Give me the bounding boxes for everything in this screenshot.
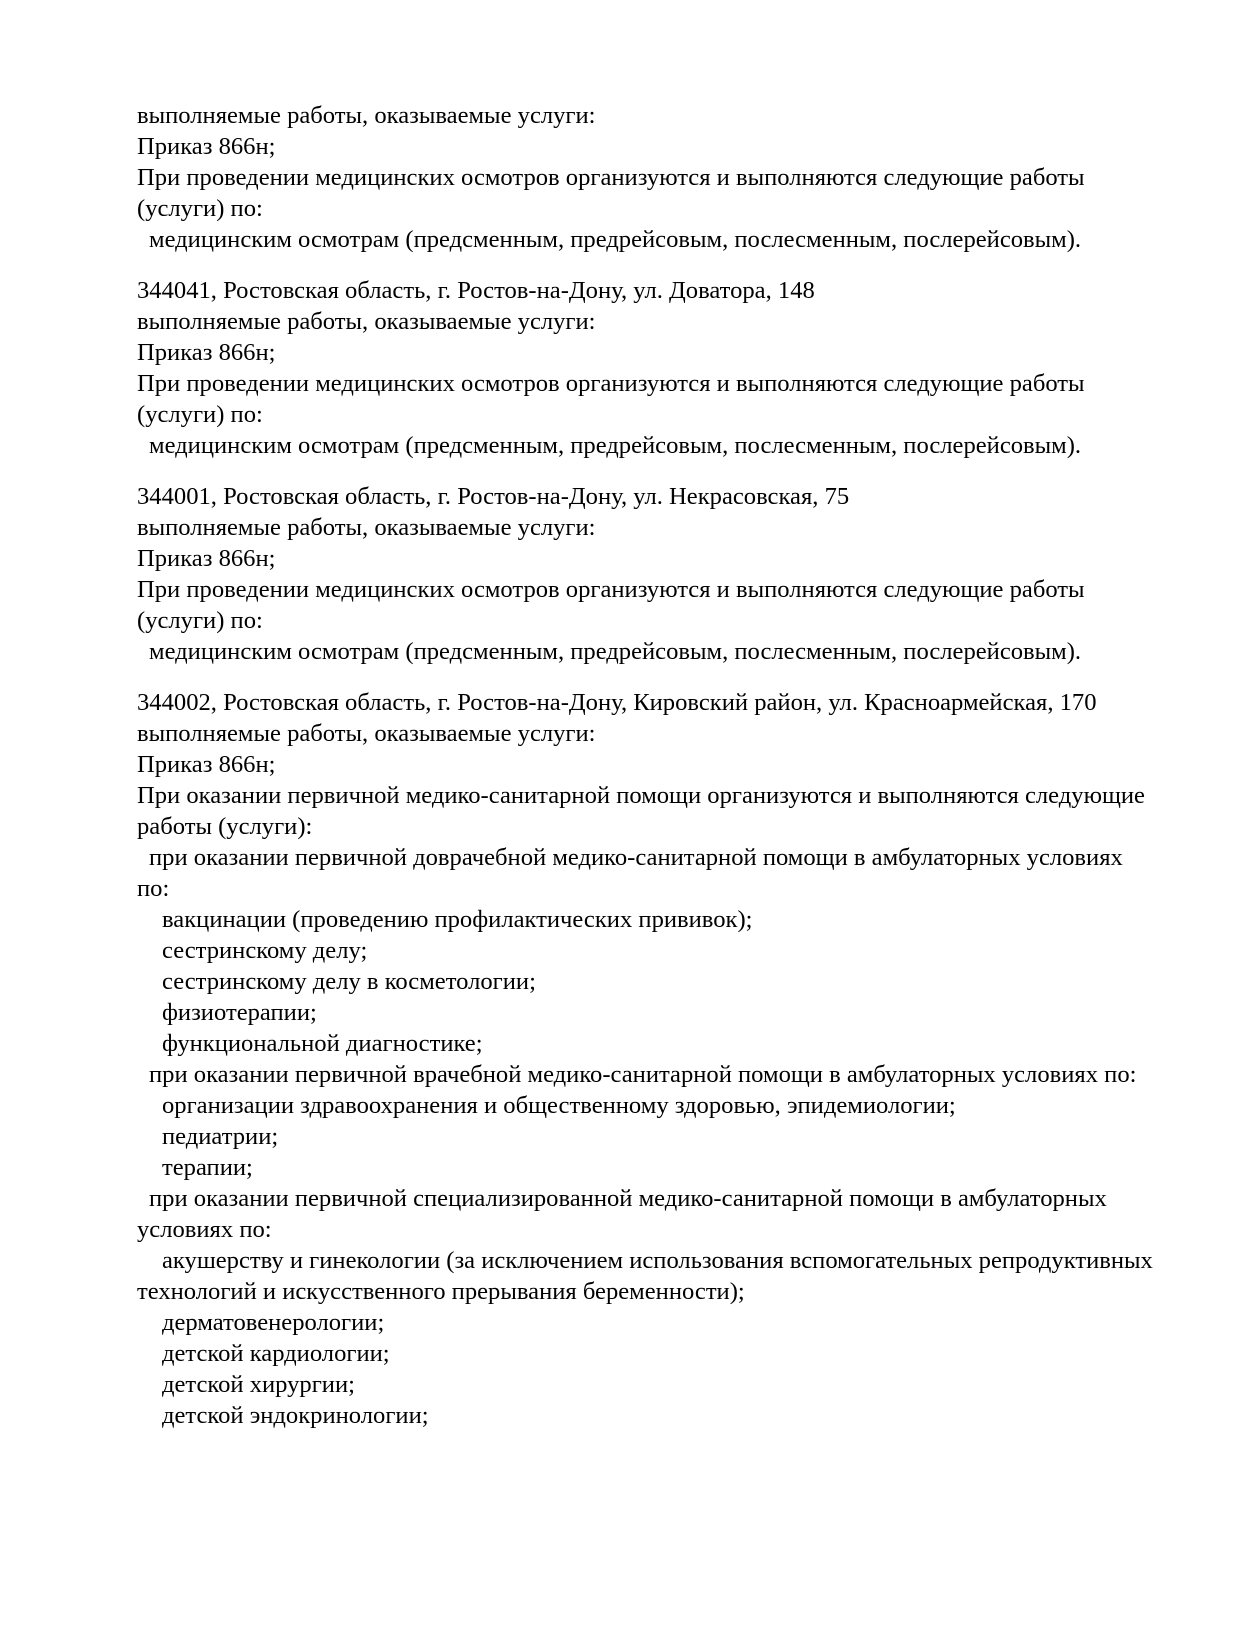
text-line: сестринскому делу; [162, 937, 368, 964]
text-line: выполняемые работы, оказываемые услуги: [137, 102, 596, 129]
text-line: физиотерапии; [162, 999, 317, 1026]
text-line: При проведении медицинских осмотров организуются и выполняются следующие работы [137, 164, 1085, 191]
text-line: работы (услуги): [137, 813, 313, 840]
text-line: детской кардиологии; [162, 1340, 390, 1367]
text-line: педиатрии; [162, 1123, 279, 1150]
text-line: (услуги) по: [137, 401, 263, 428]
text-line: При проведении медицинских осмотров организуются и выполняются следующие работы [137, 370, 1085, 397]
text-line: дерматовенерологии; [162, 1309, 385, 1336]
text-line: При оказании первичной медико-санитарной помощи организуются и выполняются следующие [137, 782, 1145, 809]
text-line: (услуги) по: [137, 607, 263, 634]
address-line: 344002, Ростовская область, г. Ростов-на-Дону, Кировский район, ул. Красноармейская, 170 [137, 689, 1097, 716]
text-line: организации здравоохранения и общественному здоровью, эпидемиологии; [162, 1092, 956, 1119]
address-line: 344041, Ростовская область, г. Ростов-на-Дону, ул. Доватора, 148 [137, 277, 815, 304]
text-line: функциональной диагностике; [162, 1030, 483, 1057]
text-line: при оказании первичной специализированной медико-санитарной помощи в амбулаторных [149, 1185, 1107, 1212]
text-line: Приказ 866н; [137, 545, 276, 572]
license-works-block [137, 100, 1210, 255]
license-works-block [137, 481, 1210, 667]
text-line: медицинским осмотрам (предсменным, предрейсовым, послесменным, послерейсовым). [149, 226, 1082, 253]
text-line: выполняемые работы, оказываемые услуги: [137, 514, 596, 541]
text-line: терапии; [162, 1154, 253, 1181]
text-line: при оказании первичной врачебной медико-санитарной помощи в амбулаторных условиях по: [149, 1061, 1137, 1088]
license-works-block [137, 687, 1210, 1431]
text-line: При проведении медицинских осмотров организуются и выполняются следующие работы [137, 576, 1085, 603]
text-line: при оказании первичной доврачебной медико-санитарной помощи в амбулаторных условиях [149, 844, 1123, 871]
text-line: акушерству и гинекологии (за исключением использования вспомогательных репродуктивных [162, 1247, 1153, 1274]
text-line: медицинским осмотрам (предсменным, предрейсовым, послесменным, послерейсовым). [149, 432, 1082, 459]
text-line: медицинским осмотрам (предсменным, предрейсовым, послесменным, послерейсовым). [149, 638, 1082, 665]
text-line: детской хирургии; [162, 1371, 355, 1398]
text-line: Приказ 866н; [137, 751, 276, 778]
text-line: (услуги) по: [137, 195, 263, 222]
text-line: условиях по: [137, 1216, 272, 1243]
text-line: по: [137, 875, 170, 902]
text-line: детской эндокринологии; [162, 1402, 429, 1429]
text-line: Приказ 866н; [137, 339, 276, 366]
text-line: Приказ 866н; [137, 133, 276, 160]
license-works-block [137, 275, 1210, 461]
text-line: сестринскому делу в косметологии; [162, 968, 536, 995]
text-line: выполняемые работы, оказываемые услуги: [137, 720, 596, 747]
text-line: вакцинации (проведению профилактических прививок); [162, 906, 753, 933]
text-line: технологий и искусственного прерывания беременности); [137, 1278, 745, 1305]
text-line: выполняемые работы, оказываемые услуги: [137, 308, 596, 335]
address-line: 344001, Ростовская область, г. Ростов-на-Дону, ул. Некрасовская, 75 [137, 483, 850, 510]
